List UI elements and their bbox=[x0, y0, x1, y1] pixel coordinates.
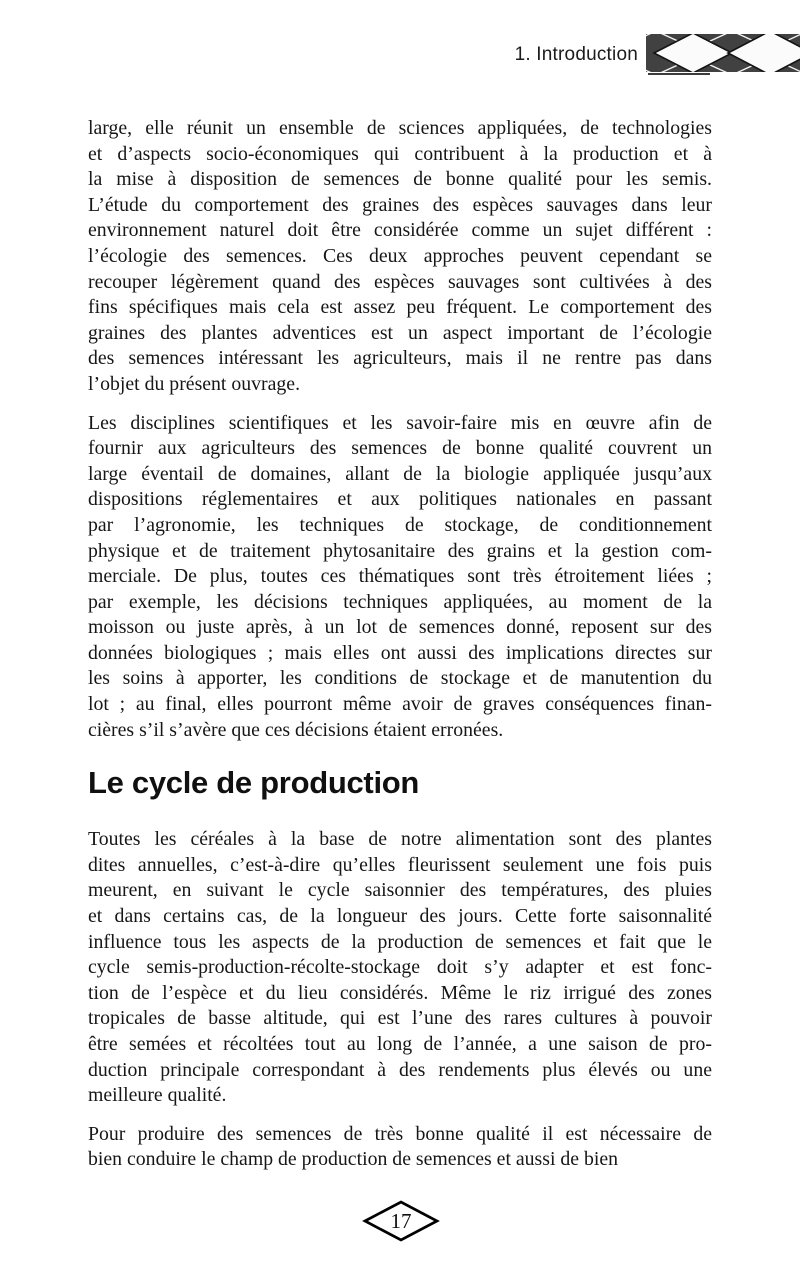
text-line: meurent, en suivant le cycle saisonnier des températures, des pluies bbox=[88, 879, 712, 902]
text-line: Toutes les céréales à la base de notre alimentation sont des plantes bbox=[88, 828, 712, 851]
page-number-ornament bbox=[358, 1198, 444, 1244]
text-line: environnement naturel doit être considérée comme un sujet différent : bbox=[88, 219, 712, 242]
text-line: tion de l’espèce et du lieu considérés. Même le riz irrigué des zones bbox=[88, 981, 712, 1004]
text-line: graines des plantes adventices est un aspect important de l’écologie bbox=[88, 321, 712, 344]
page-number: 17 bbox=[390, 1209, 412, 1233]
chapter-banner-ornament bbox=[646, 34, 800, 72]
paragraph-1 bbox=[88, 116, 712, 398]
text-line: Les disciplines scientifiques et les savoir-faire mis en œuvre afin de bbox=[88, 411, 712, 434]
text-line: la mise à disposition de semences de bonne qualité pour les semis. bbox=[88, 168, 712, 191]
text-line: des semences intéressant les agriculteurs, mais il ne rentre pas dans bbox=[88, 347, 712, 370]
text-column bbox=[88, 116, 712, 1186]
text-line: bien conduire le champ de production de semences et aussi de bien bbox=[88, 1148, 619, 1171]
text-line: tropicales de basse altitude, qui est l’une des rares cultures à pouvoir bbox=[88, 1007, 712, 1030]
text-line: l’écologie des semences. Ces deux approches peuvent cependant se bbox=[88, 244, 712, 267]
text-line: fins spécifiques mais cela est assez peu fréquent. Le comportement des bbox=[88, 296, 712, 319]
text-line: cières s’il s’avère que ces décisions étaient erronées. bbox=[88, 718, 504, 741]
text-line: Pour produire des semences de très bonne qualité il est nécessaire de bbox=[88, 1122, 712, 1145]
text-line: par l’agronomie, les techniques de stockage, de conditionnement bbox=[88, 513, 712, 536]
text-line: fournir aux agriculteurs des semences de bonne qualité couvrent un bbox=[88, 437, 712, 460]
text-line: influence tous les aspects de la production de semences et fait que le bbox=[88, 930, 712, 953]
section-heading: Le cycle de production bbox=[88, 765, 420, 801]
text-line: lot ; au final, elles pourront même avoir de graves conséquences finan- bbox=[88, 693, 712, 716]
text-line: merciale. De plus, toutes ces thématiques sont très étroitement liées ; bbox=[88, 565, 712, 588]
text-line: l’objet du présent ouvrage. bbox=[88, 372, 301, 395]
text-line: duction principale correspondant à des rendements plus élevés ou une bbox=[88, 1058, 712, 1081]
text-line: moisson ou juste après, à un lot de semences donné, reposent sur des bbox=[88, 616, 712, 639]
text-line: les soins à apporter, les conditions de stockage et de manutention du bbox=[88, 667, 712, 690]
text-line: meilleure qualité. bbox=[88, 1084, 227, 1107]
text-line: large, elle réunit un ensemble de sciences appliquées, de technologies bbox=[88, 117, 712, 139]
text-line: large éventail de domaines, allant de la biologie appliquée jusqu’aux bbox=[88, 462, 712, 485]
paragraph-4 bbox=[88, 1122, 712, 1173]
banner-shadow-line bbox=[648, 73, 710, 75]
text-line: cycle semis-production-récolte-stockage doit s’y adapter et est fonc- bbox=[88, 956, 712, 979]
paragraph-2 bbox=[88, 411, 712, 744]
text-line: recouper légèrement quand des espèces sauvages sont cultivées à des bbox=[88, 270, 712, 293]
text-line: et d’aspects socio-économiques qui contribuent à la production et à bbox=[88, 142, 712, 165]
text-line: L’étude du comportement des graines des espèces sauvages dans leur bbox=[88, 193, 712, 216]
text-line: données biologiques ; mais elles ont aussi des implications directes sur bbox=[88, 641, 712, 664]
paragraph-3 bbox=[88, 827, 712, 1109]
running-header-chapter: 1. Introduction bbox=[514, 44, 638, 65]
text-line: et dans certains cas, de la longueur des jours. Cette forte saisonnalité bbox=[88, 905, 712, 928]
text-line: être semées et récoltées tout au long de l’année, a une saison de pro- bbox=[88, 1033, 712, 1055]
text-line: physique et de traitement phytosanitaire des grains et la gestion com- bbox=[88, 539, 712, 562]
text-line: dites annuelles, c’est-à-dire qu’elles fleurissent seulement une fois puis bbox=[88, 853, 712, 876]
text-line: dispositions réglementaires et aux politiques nationales en passant bbox=[88, 488, 712, 511]
text-line: par exemple, les décisions techniques appliquées, au moment de la bbox=[88, 590, 712, 613]
